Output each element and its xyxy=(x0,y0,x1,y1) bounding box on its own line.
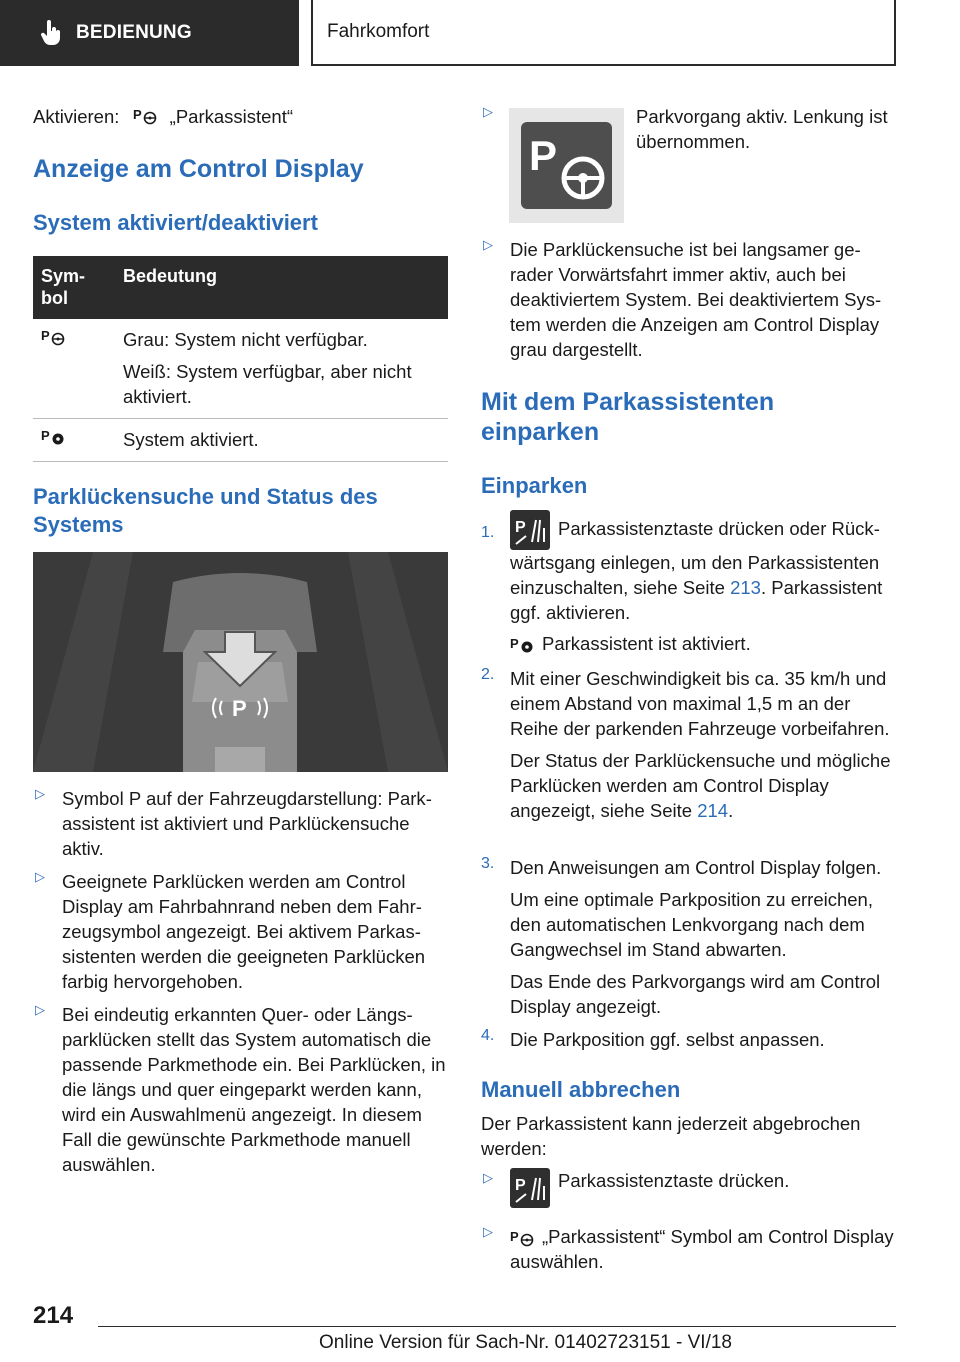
page-header xyxy=(0,0,960,66)
p-symbol-label: P xyxy=(232,696,247,721)
page-link-214[interactable]: 214 xyxy=(697,800,729,821)
svg-text:P: P xyxy=(529,132,558,179)
triangle-bullet-icon: ▷ xyxy=(35,869,45,884)
heading-einparken: Einparken xyxy=(481,473,588,498)
bullet-text: Parkvorgang aktiv. Lenkung ist übernommen. xyxy=(636,106,888,152)
triangle-bullet-icon: ▷ xyxy=(483,1224,493,1239)
step-1 xyxy=(481,510,896,656)
park-assist-button-icon xyxy=(510,1168,550,1208)
park-assist-active-icon xyxy=(41,428,67,446)
step-1-text-b: . Parkassistent ggf. aktivieren. xyxy=(510,577,883,623)
bullet-text: Bei eindeutig erkannten Quer- oder Längsparklücken stellt das System automatisch die passende Parkmethode ein. Bei Parklücken, in die längs und quer eingeparkt werden kann, wird ein Auswahlmenü angezeigt. In diesem Fall die gewünschte Parkmethode manuell auswählen. xyxy=(62,1004,446,1175)
step-2 xyxy=(481,666,896,823)
list-item xyxy=(33,1002,448,1177)
list-item xyxy=(481,104,896,226)
symbol-cell xyxy=(33,319,115,419)
meaning-cell xyxy=(115,319,448,419)
step-2-note-a: Der Status der Parklückensuche und mögliche Parklücken werden am Control Display angezeigt, siehe Seite xyxy=(510,750,891,821)
bullet-text xyxy=(510,1168,896,1208)
footer-version: Online Version für Sach-Nr. 01402723151 - VI/18 xyxy=(319,1332,732,1353)
triangle-bullet-icon: ▷ xyxy=(483,104,493,119)
step-1-text-a: Parkassistenztaste drücken oder Rückwärtsgang einlegen, um den Parkassistenten einzuschalten, siehe Seite xyxy=(510,517,880,598)
col-symbol-header: Sym- bol xyxy=(33,256,115,319)
hand-pointer-icon xyxy=(40,20,62,46)
bullet-text xyxy=(510,1224,896,1274)
meaning-white: Weiß: System verfügbar, aber nicht aktiviert. xyxy=(123,361,412,407)
park-assist-icon xyxy=(510,1229,536,1247)
step-number: 3. xyxy=(481,855,495,872)
step-2-note-b: . xyxy=(728,800,734,821)
list-item xyxy=(33,786,448,861)
step-note xyxy=(510,748,896,823)
car-scene-graphic xyxy=(33,552,448,772)
svg-text:P: P xyxy=(510,636,519,652)
park-assist-active-icon xyxy=(510,636,536,654)
table-header-row xyxy=(33,256,448,319)
step-note xyxy=(510,631,896,656)
heading-park: Mit dem Parkassistenten einparken xyxy=(481,388,775,446)
list-item xyxy=(481,1168,896,1208)
svg-text:P: P xyxy=(132,106,142,122)
park-assist-button-icon xyxy=(510,510,550,550)
activate-line xyxy=(33,104,448,131)
heading-status: System aktiviert/deaktiviert xyxy=(33,210,318,235)
activate-prefix: Aktivieren: xyxy=(33,106,120,127)
list-item xyxy=(481,237,896,362)
symbol-cell xyxy=(33,419,115,462)
triangle-bullet-icon: ▷ xyxy=(35,1002,45,1017)
section-tab[interactable] xyxy=(0,0,299,66)
heading-cancel: Manuell abbrechen xyxy=(481,1077,681,1102)
step-number: 2. xyxy=(481,666,495,683)
step-3 xyxy=(481,855,896,1019)
heading-display: Anzeige am Control Display xyxy=(33,155,364,183)
svg-text:P: P xyxy=(515,519,526,536)
cancel-bullet-2: „Parkassistent“ Symbol am Control Display auswählen. xyxy=(510,1226,894,1272)
bullet-text: Symbol P auf der Fahrzeugdarstellung: Parkassistent ist aktiviert und Parklückensuche aktiv. xyxy=(62,788,432,859)
step-number: 1. xyxy=(481,524,495,541)
step-number: 4. xyxy=(481,1027,495,1044)
meaning-cell: System aktiviert. xyxy=(115,419,448,462)
bullet-text: Die Parklückensuche ist bei langsamer gerader Vorwärtsfahrt immer aktiv, auch bei deaktiviertem System. Bei deaktiviertem System werden die Anzeigen am Control Display grau dargestellt. xyxy=(510,239,882,360)
step-text: Mit einer Geschwindigkeit bis ca. 35 km/h und einem Abstand von maximal 1,5 m an der Reihe der parkenden Fahrzeuge vorbeifahren. xyxy=(510,668,890,739)
col-meaning-header: Bedeutung xyxy=(115,256,448,319)
park-assist-icon xyxy=(41,328,67,346)
activate-value: „Parkassistent“ xyxy=(169,106,294,127)
section-label: BEDIENUNG xyxy=(76,22,192,43)
triangle-bullet-icon: ▷ xyxy=(35,786,45,801)
chapter-label: Fahrkomfort xyxy=(327,21,430,42)
list-item xyxy=(33,869,448,994)
cancel-intro: Der Parkassistent kann jederzeit abgebrochen werden: xyxy=(481,1113,861,1159)
page-link-213[interactable]: 213 xyxy=(730,577,761,598)
step-text xyxy=(510,510,896,625)
triangle-bullet-icon: ▷ xyxy=(483,1170,493,1185)
chapter-tab[interactable] xyxy=(311,0,896,66)
heading-search: Parklückensuche und Status des Systems xyxy=(33,484,378,537)
cancel-bullet-1: Parkassistenztaste drücken. xyxy=(558,1170,790,1191)
park-steering-icon xyxy=(509,108,624,223)
svg-text:P: P xyxy=(515,1177,526,1194)
page-number: 214 xyxy=(33,1302,74,1329)
symbol-table xyxy=(33,256,448,462)
svg-text:P: P xyxy=(510,1229,519,1245)
svg-text:P: P xyxy=(41,328,50,343)
step-4 xyxy=(481,1027,896,1052)
bullet-text: Geeignete Parklücken werden am Control Display am Fahrbahnrand neben dem Fahrzeugsymbol angezeigt. Bei aktivem Parkassistenten werden die geeigneten Parklücken farbig hervorgehoben. xyxy=(62,871,426,992)
svg-text:P: P xyxy=(41,428,50,443)
park-assist-icon xyxy=(133,106,159,131)
step-text: Den Anweisungen am Control Display folgen. xyxy=(510,857,882,878)
step-1-note: Parkassistent ist aktiviert. xyxy=(542,633,751,654)
footer-divider xyxy=(98,1326,896,1327)
meaning-grey: Grau: System nicht verfügbar. xyxy=(123,329,368,350)
search-bullet-list xyxy=(33,786,448,1177)
triangle-bullet-icon: ▷ xyxy=(483,237,493,252)
step-note: Das Ende des Parkvorgangs wird am Control Display angezeigt. xyxy=(510,971,881,1017)
step-note: Um eine optimale Parkposition zu erreichen, den automatischen Lenkvorgang nach dem Gangwechsel im Stand abwarten. xyxy=(510,889,873,960)
table-row xyxy=(33,419,448,462)
parking-illustration xyxy=(33,552,448,772)
step-text: Die Parkposition ggf. selbst anpassen. xyxy=(510,1029,825,1050)
list-item xyxy=(481,1224,896,1274)
table-row xyxy=(33,319,448,419)
